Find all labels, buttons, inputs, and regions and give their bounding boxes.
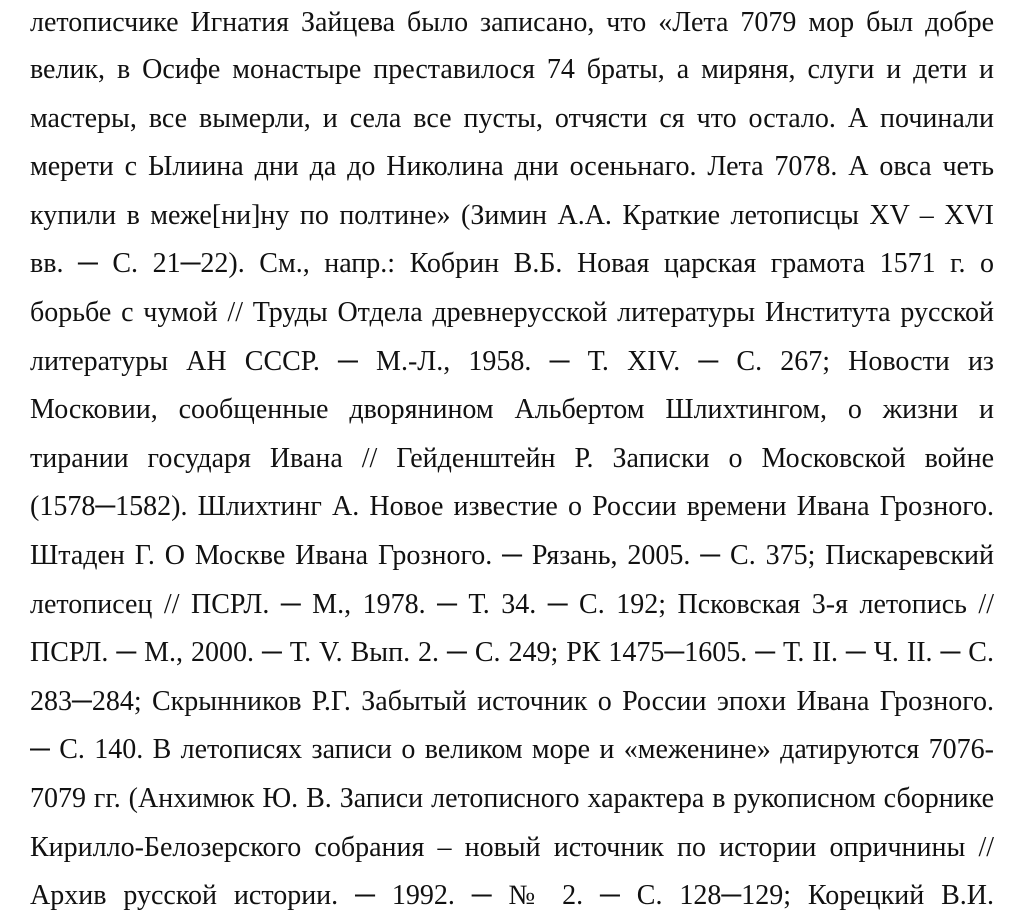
text-line-19: Архив русской истории. ─ 1992. ─ № 2. ─ С. 128─129; Корецкий В.И. — [30, 880, 994, 912]
text-line-6: вв. ─ С. 21─22). См., напр.: Кобрин В.Б. Новая царская грамота 1571 г. о — [30, 248, 994, 280]
text-line-5: купили в меже[ни]ну по полтине» (Зимин А.А. Краткие летописцы XV – XVI — [30, 199, 994, 231]
text-line-8: литературы АН СССР. ─ М.-Л., 1958. ─ Т. XIV. ─ С. 267; Новости из — [30, 345, 994, 377]
text-line-4: мерети с Ылиина дни да до Николина дни осеньнаго. Лета 7078. А овса четь — [30, 151, 994, 183]
text-line-16: ─ С. 140. В летописях записи о великом море и «меженине» датируются 7076- — [30, 734, 994, 766]
text-line-10: тирании государя Ивана // Гейденштейн Р. Записки о Московской войне — [30, 442, 994, 474]
text-line-13: летописец // ПСРЛ. ─ М., 1978. ─ Т. 34. ─ С. 192; Псковская 3-я летопись // — [30, 588, 994, 620]
text-line-7: борьбе с чумой // Труды Отдела древнерусской литературы Института русской — [30, 296, 994, 328]
text-line-9: Московии, сообщенные дворянином Альбертом Шлихтингом, о жизни и — [30, 394, 994, 426]
document-page — [30, 0, 994, 921]
text-line-1: летописчике Игнатия Зайцева было записано, что «Лета 7079 мор был добре — [30, 7, 994, 38]
text-line-12: Штаден Г. О Москве Ивана Грозного. ─ Рязань, 2005. ─ С. 375; Пискаревский — [30, 539, 994, 571]
text-line-11: (1578─1582). Шлихтинг А. Новое известие о России времени Ивана Грозного. — [30, 491, 994, 523]
text-line-17: 7079 гг. (Анхимюк Ю. В. Записи летописного характера в рукописном сборнике — [30, 782, 994, 814]
text-line-14: ПСРЛ. ─ М., 2000. ─ Т. V. Вып. 2. ─ С. 249; РК 1475─1605. ─ Т. II. ─ Ч. II. ─ С. — [30, 637, 994, 669]
text-line-3: мастеры, все вымерли, и села все пусты, отчясти ся что остало. А починали — [30, 102, 994, 134]
text-line-15: 283─284; Скрынников Р.Г. Забытый источник о России эпохи Ивана Грозного. — [30, 685, 994, 717]
text-line-18: Кирилло-Белозерского собрания – новый источник по истории опричнины // — [30, 831, 994, 863]
text-line-2: велик, в Осифе монастыре преставилося 74 браты, а миряня, слуги и дети и — [30, 54, 994, 85]
